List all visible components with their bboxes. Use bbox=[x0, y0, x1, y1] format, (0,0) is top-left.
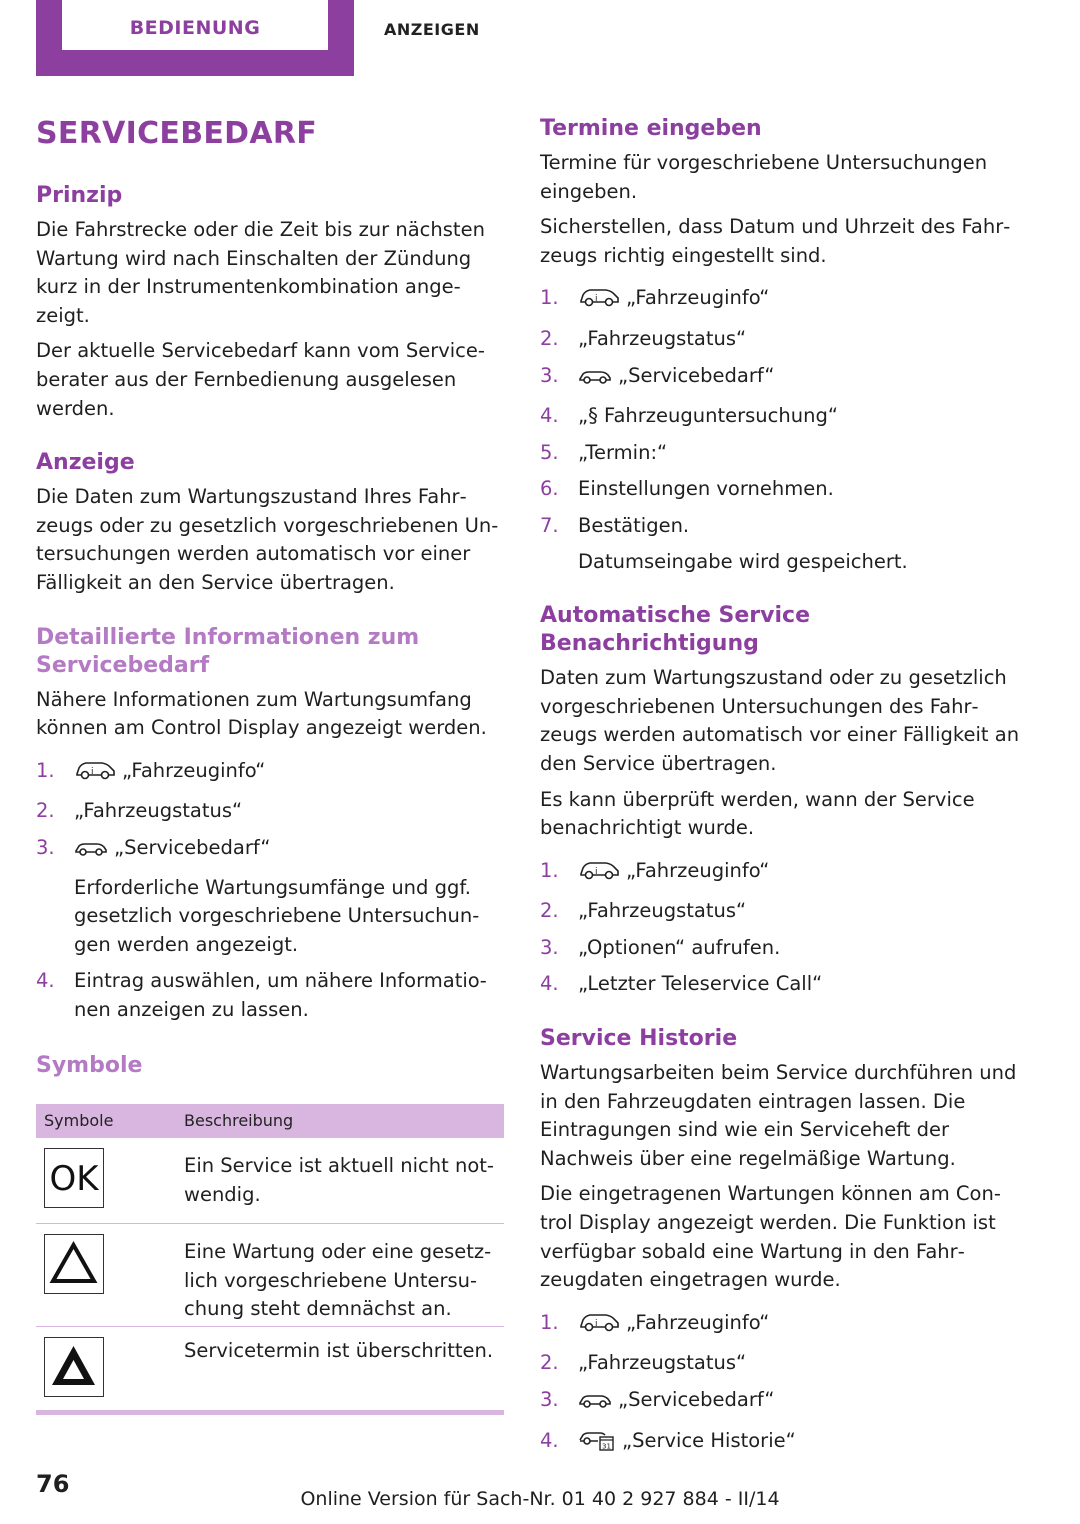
prinzip-p2: Der aktuelle Servicebedarf kann vom Serviceberater aus der Fernbedienung ausgelesen werden. bbox=[36, 339, 485, 420]
step-number: 1. bbox=[36, 758, 55, 782]
tab-anzeigen[interactable]: ANZEIGEN bbox=[384, 20, 480, 39]
list-item bbox=[540, 325, 1020, 354]
step-text: „§ Fahrzeuguntersuchung“ bbox=[578, 404, 838, 428]
table-bottom-rule bbox=[36, 1410, 504, 1415]
page-title: SERVICEBEDARF bbox=[36, 116, 318, 151]
heading-auto: Automatische Service Benachrichtigung bbox=[540, 603, 810, 657]
auto-p2: Es kann überprüft werden, wann der Service benachrichtigt wurde. bbox=[540, 787, 975, 840]
step-number: 4. bbox=[540, 1428, 559, 1452]
column-header-symbole: Symbole bbox=[44, 1111, 114, 1130]
row-description: Ein Service ist aktuell nicht notwendig. bbox=[184, 1154, 494, 1206]
step-text: „Fahrzeuginfo“ bbox=[626, 1310, 770, 1334]
tab-bedienung-label: BEDIENUNG bbox=[62, 0, 328, 50]
step-text: Eintrag auswählen, um nähere Informationen anzeigen zu lassen. bbox=[74, 969, 487, 1021]
list-item bbox=[540, 362, 1020, 395]
table-row bbox=[36, 1327, 504, 1411]
step-text: „Fahrzeugstatus“ bbox=[578, 899, 747, 923]
row-description: Servicetermin ist überschritten. bbox=[184, 1339, 494, 1362]
historie-p2: Die eingetragenen Wartungen können am Control Display angezeigt werden. Die Funktion ist verfügbar sobald eine Wartung in den Fahrzeugdaten eingetragen wurde. bbox=[540, 1182, 1001, 1292]
step-subtext: Erforderliche Wartungsumfänge und ggf. gesetzlich vorgeschriebene Untersuchungen werden angezeigt. bbox=[74, 875, 480, 956]
step-number: 2. bbox=[540, 326, 559, 350]
list-item bbox=[540, 1427, 1020, 1460]
list-item bbox=[540, 475, 1020, 504]
heading-prinzip: Prinzip bbox=[36, 183, 123, 208]
svg-text:i: i bbox=[91, 766, 94, 777]
list-item bbox=[540, 439, 1020, 468]
step-subtext: Datumseingabe wird gespeichert. bbox=[578, 549, 908, 573]
table-header bbox=[36, 1104, 504, 1138]
step-text: Einstellungen vornehmen. bbox=[578, 477, 834, 501]
step-text: „Fahrzeuginfo“ bbox=[626, 858, 770, 882]
step-number: 6. bbox=[540, 477, 559, 501]
ok-symbol: OK bbox=[44, 1148, 104, 1208]
termine-steps bbox=[540, 284, 1020, 576]
step-number: 1. bbox=[540, 858, 559, 882]
table-row bbox=[36, 1224, 504, 1327]
heading-detail: Detaillierte Informationen zum Servicebedarf bbox=[36, 624, 420, 678]
service-car-icon bbox=[74, 838, 108, 867]
column-header-beschreibung: Beschreibung bbox=[184, 1111, 294, 1130]
step-number: 1. bbox=[540, 286, 559, 310]
list-item bbox=[540, 512, 1020, 576]
step-number: 2. bbox=[540, 899, 559, 923]
step-number: 3. bbox=[540, 363, 559, 387]
list-item bbox=[36, 834, 506, 959]
triangle-warning-icon bbox=[44, 1337, 104, 1397]
page-number: 76 bbox=[36, 1470, 70, 1498]
left-column bbox=[36, 112, 506, 1080]
auto-p1: Daten zum Wartungszustand oder zu gesetzlich vorgeschriebenen Untersuchungen des Fahrzeugs werden automatisch vor einer Fälligkeit an den Service übertragen. bbox=[540, 666, 1020, 775]
step-number: 3. bbox=[36, 835, 55, 859]
step-text: „Fahrzeuginfo“ bbox=[626, 286, 770, 310]
historie-steps bbox=[540, 1309, 1020, 1459]
list-item bbox=[540, 970, 1020, 999]
list-item bbox=[540, 402, 1020, 431]
termine-p1: Termine für vorgeschriebene Untersuchungen eingeben. bbox=[540, 151, 988, 203]
step-number: 2. bbox=[36, 799, 55, 823]
list-item bbox=[36, 797, 506, 826]
step-number: 1. bbox=[540, 1310, 559, 1334]
auto-steps bbox=[540, 857, 1020, 999]
step-number: 4. bbox=[36, 969, 55, 993]
vehicle-info-icon bbox=[578, 286, 620, 317]
step-number: 4. bbox=[540, 404, 559, 428]
historie-p1: Wartungsarbeiten beim Service durchführen und in den Fahrzeugdaten eintragen lassen. Die Eintragungen sind wie ein Serviceheft der Nachweis über eine regelmäßige Wartung. bbox=[540, 1061, 1017, 1170]
footer-text: Online Version für Sach-Nr. 01 40 2 927 884 - II/14 bbox=[300, 1488, 780, 1510]
step-text: „Fahrzeugstatus“ bbox=[578, 326, 747, 350]
tab-bedienung[interactable] bbox=[36, 0, 354, 76]
service-car-icon bbox=[578, 366, 612, 395]
list-item bbox=[36, 967, 506, 1024]
detail-p1: Nähere Informationen zum Wartungsumfang können am Control Display angezeigt werden. bbox=[36, 687, 487, 740]
step-text: „Servicebedarf“ bbox=[114, 835, 271, 859]
step-text: Bestätigen. bbox=[578, 513, 690, 537]
svg-text:i: i bbox=[595, 1318, 598, 1329]
list-item bbox=[540, 1386, 1020, 1419]
step-number: 2. bbox=[540, 1351, 559, 1375]
step-text: „Termin:“ bbox=[578, 440, 668, 464]
list-item bbox=[540, 1349, 1020, 1378]
heading-anzeige: Anzeige bbox=[36, 450, 135, 476]
heading-historie: Service Historie bbox=[540, 1026, 738, 1052]
prinzip-p1: Die Fahrstrecke oder die Zeit bis zur nächsten Wartung wird nach Einschalten der Zündung kurz in der Instrumentenkombination angezeigt. bbox=[36, 218, 485, 327]
list-item bbox=[540, 1309, 1020, 1342]
vehicle-info-icon bbox=[578, 1311, 620, 1342]
step-number: 5. bbox=[540, 440, 559, 464]
detail-steps bbox=[36, 757, 506, 1025]
termine-p2: Sicherstellen, dass Datum und Uhrzeit des Fahrzeugs richtig eingestellt sind. bbox=[540, 215, 1011, 267]
step-text: „Servicebedarf“ bbox=[618, 363, 775, 387]
svg-text:i: i bbox=[595, 866, 598, 877]
row-description: Eine Wartung oder eine gesetzlich vorgeschriebene Untersuchung steht demnächst an. bbox=[184, 1240, 492, 1321]
heading-termine: Termine eingeben bbox=[540, 116, 762, 141]
step-number: 4. bbox=[540, 972, 559, 996]
list-item bbox=[540, 934, 1020, 963]
anzeige-p1: Die Daten zum Wartungszustand Ihres Fahrzeugs oder zu gesetzlich vorgeschriebenen Untersuchungen werden automatisch vor einer Fälligkeit an den Service übertragen. bbox=[36, 485, 499, 594]
triangle-outline-icon bbox=[44, 1234, 104, 1294]
svg-text:i: i bbox=[595, 294, 598, 305]
step-text: „Letzter Teleservice Call“ bbox=[578, 972, 823, 996]
step-text: „Fahrzeuginfo“ bbox=[122, 758, 266, 782]
step-text: „Servicebedarf“ bbox=[618, 1388, 775, 1411]
step-number: 7. bbox=[540, 513, 559, 537]
vehicle-info-icon bbox=[578, 859, 620, 890]
symbols-table bbox=[36, 1104, 504, 1411]
step-text: „Service Historie“ bbox=[622, 1428, 796, 1452]
list-item bbox=[36, 757, 506, 790]
right-column bbox=[540, 112, 1020, 1459]
service-car-icon bbox=[578, 1390, 612, 1419]
step-text: „Fahrzeugstatus“ bbox=[74, 799, 243, 823]
svg-text:31: 31 bbox=[602, 1442, 611, 1451]
table-row bbox=[36, 1138, 504, 1224]
service-history-icon bbox=[578, 1429, 616, 1460]
step-text: „Fahrzeugstatus“ bbox=[578, 1351, 747, 1375]
vehicle-info-icon bbox=[74, 759, 116, 790]
list-item bbox=[540, 284, 1020, 317]
list-item bbox=[540, 857, 1020, 890]
step-text: „Optionen“ aufrufen. bbox=[578, 935, 781, 959]
list-item bbox=[540, 897, 1020, 926]
step-number: 3. bbox=[540, 935, 559, 959]
step-number: 3. bbox=[540, 1388, 559, 1411]
heading-symbole: Symbole bbox=[36, 1053, 143, 1079]
